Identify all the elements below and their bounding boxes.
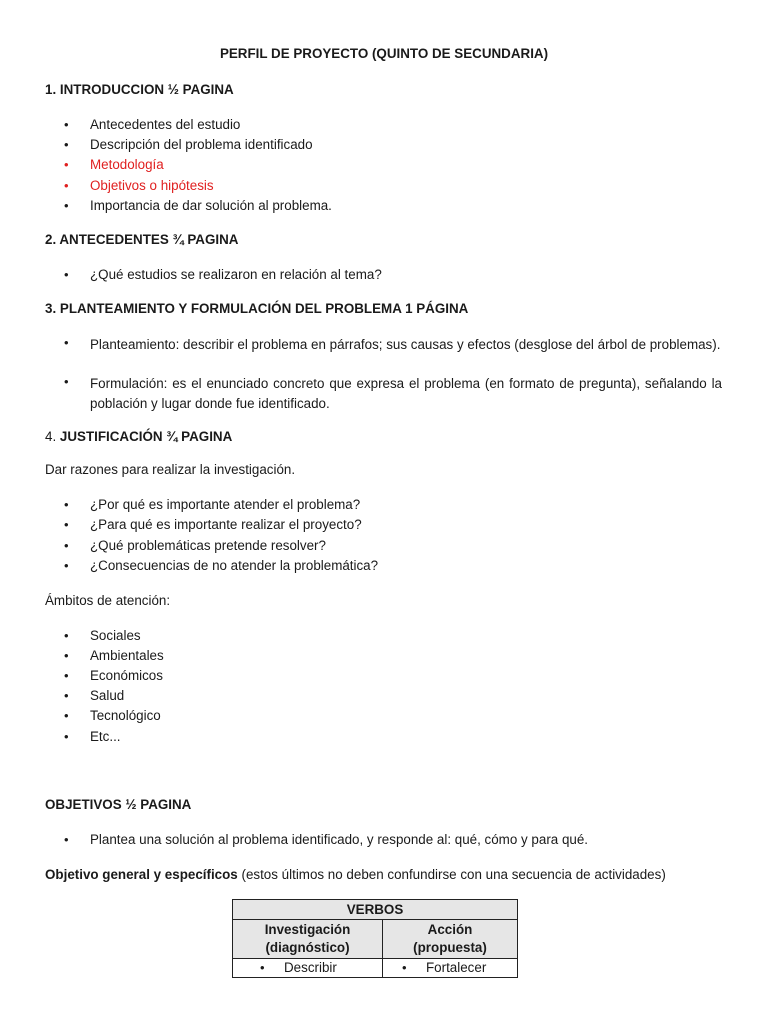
list-item-text: ¿Qué problemáticas pretende resolver?	[90, 537, 326, 553]
section-4-intro: Dar razones para realizar la investigación.	[45, 462, 296, 477]
list-item-text: Económicos	[90, 668, 163, 684]
column-header-accion	[383, 920, 518, 959]
table-cell-text: Fortalecer	[426, 960, 487, 975]
objetivo-general-line	[45, 867, 666, 882]
table-row	[233, 959, 518, 978]
bullet-icon: •	[64, 557, 69, 573]
bullet-icon: •	[64, 517, 69, 533]
bullet-icon: •	[64, 137, 69, 153]
bullet-icon: •	[64, 197, 69, 213]
list-item-text: Tecnológico	[90, 708, 161, 724]
column-header-line: Acción	[427, 922, 473, 937]
list-item-text: Plantea una solución al problema identificado, y responde al: qué, cómo y para qué.	[90, 832, 589, 847]
list-item-text: Descripción del problema identificado	[90, 137, 313, 153]
bullet-icon: •	[64, 537, 69, 553]
bullet-icon: •	[64, 628, 69, 643]
objetivo-general-bold: Objetivo general y específicos	[45, 867, 238, 882]
bullet-icon: •	[64, 728, 69, 744]
table-cell-text: Describir	[284, 960, 337, 975]
list-item-text: Importancia de dar solución al problema.	[90, 197, 332, 213]
section-4-heading	[45, 429, 232, 444]
objetivos-heading: OBJETIVOS ½ PAGINA	[45, 797, 192, 812]
objetivo-general-rest: (estos últimos no deben confundirse con una secuencia de actividades)	[237, 867, 666, 882]
section-1-heading: 1. INTRODUCCION ½ PAGINA	[45, 82, 234, 97]
bullet-icon: •	[64, 335, 69, 350]
list-item-text: Metodología	[90, 157, 164, 173]
list-item-text: ¿Por qué es importante atender el problema?	[90, 497, 361, 512]
bullet-icon: •	[64, 267, 69, 282]
column-header-investigacion	[233, 920, 383, 959]
section-4-number: 4.	[45, 429, 60, 444]
list-item-text: Objetivos o hipótesis	[90, 177, 214, 193]
column-header-line: Investigación	[264, 922, 351, 937]
bullet-icon: •	[64, 117, 69, 132]
bullet-icon: •	[64, 668, 69, 684]
table-cell	[383, 959, 518, 978]
ambitos-label: Ámbitos de atención:	[45, 593, 171, 608]
section-3-heading: 3. PLANTEAMIENTO Y FORMULACIÓN DEL PROBLEMA 1 PÁGINA	[45, 301, 469, 316]
list-item-text: ¿Qué estudios se realizaron en relación al tema?	[90, 267, 382, 282]
list-item-text: ¿Consecuencias de no atender la problemática?	[90, 557, 379, 573]
page-title: PERFIL DE PROYECTO (QUINTO DE SECUNDARIA)	[219, 46, 549, 61]
list-item-text: ¿Para qué es importante realizar el proyecto?	[90, 517, 362, 533]
list-item-text: Salud	[90, 688, 125, 704]
list-item-text: Planteamiento: describir el problema en párrafos; sus causas y efectos (desglose del árbol de problemas).	[90, 337, 721, 352]
bullet-icon: •	[64, 177, 69, 193]
bullet-icon: •	[64, 157, 69, 173]
list-item-text: Formulación: es el enunciado concreto que expresa el problema (en formato de pregunta), señalando la población y lugar donde fue identificado.	[90, 376, 722, 411]
section-4-title: JUSTIFICACIÓN ¾ PAGINA	[59, 429, 233, 444]
list-item-text: Antecedentes del estudio	[90, 117, 241, 132]
table-cell	[233, 959, 383, 978]
bullet-icon: •	[64, 648, 69, 664]
bullet-icon: •	[64, 497, 69, 512]
list-item-text: Etc...	[90, 728, 121, 744]
bullet-icon: •	[64, 688, 69, 704]
bullet-icon: •	[260, 960, 265, 975]
verbos-table	[232, 899, 518, 978]
column-header-line: (diagnóstico)	[265, 940, 350, 955]
section-2-heading: 2. ANTECEDENTES ¾ PAGINA	[45, 232, 239, 247]
list-item-text: Sociales	[90, 628, 141, 643]
verbos-table-header: VERBOS	[233, 900, 518, 920]
bullet-icon: •	[64, 374, 69, 389]
bullet-icon: •	[64, 708, 69, 724]
column-header-line: (propuesta)	[413, 940, 487, 955]
bullet-icon: •	[64, 832, 69, 847]
bullet-icon: •	[402, 960, 407, 975]
list-item-text: Ambientales	[90, 648, 164, 664]
